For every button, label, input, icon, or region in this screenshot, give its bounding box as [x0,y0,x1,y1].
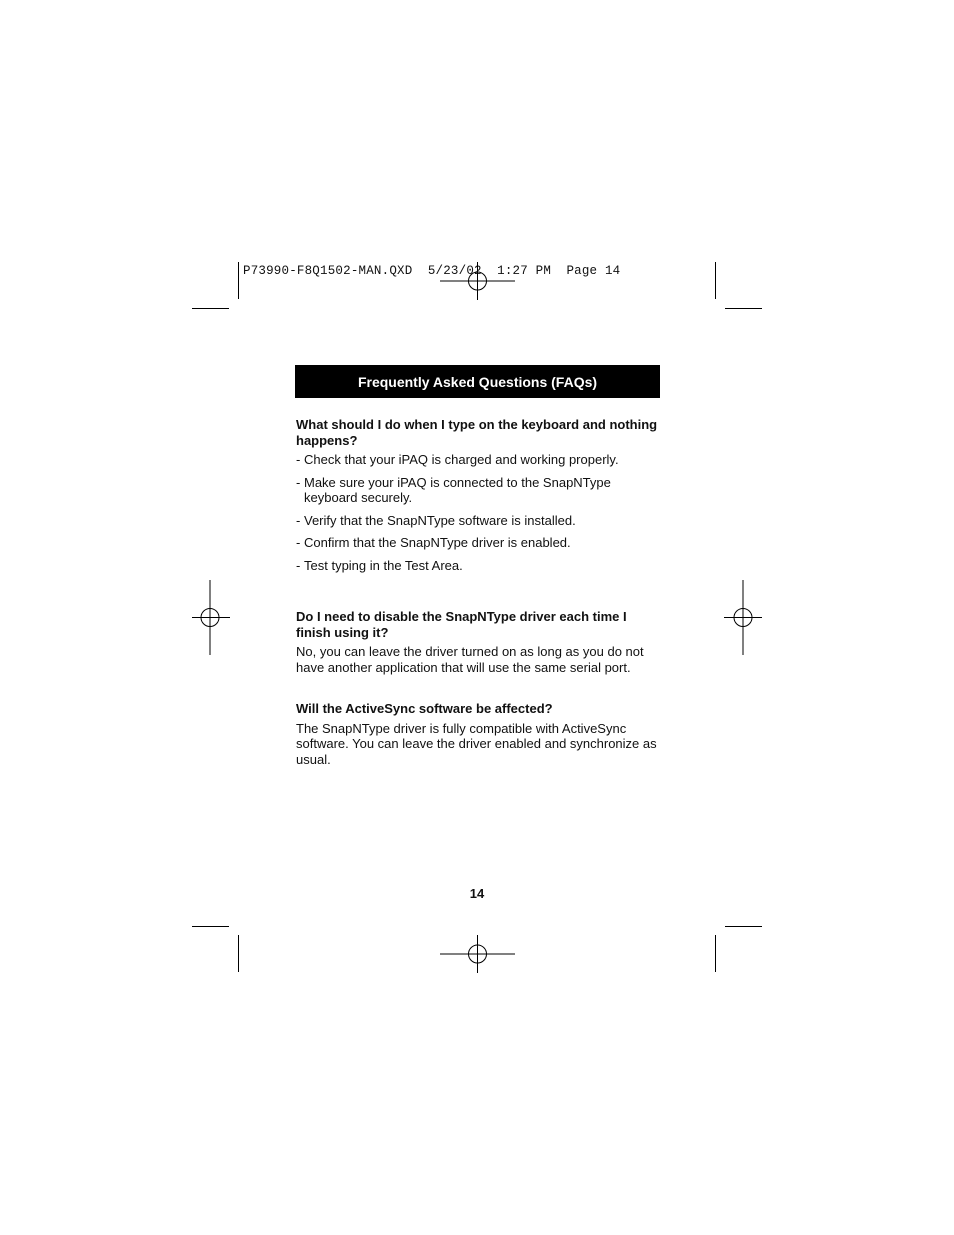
printer-slug: P73990-F8Q1502-MAN.QXD 5/23/02 1:27 PM Page 14 [243,264,621,278]
page-number: 14 [469,886,485,901]
faq-answer: The SnapNType driver is fully compatible with ActiveSync software. You can leave the driver enabled and synchronize as usual. [296,720,657,767]
faq-item [296,609,658,675]
registration-mark-right-icon [724,580,762,655]
faq-question: What should I do when I type on the keyboard and nothing happens? [296,417,658,448]
faq-question: Will the ActiveSync software be affected? [296,701,553,716]
crop-mark-bottom-left-vertical [238,935,239,972]
faq-answer: No, you can leave the driver turned on as long as you do not have another application that will use the same serial port. [296,644,644,675]
list-item: - Check that your iPAQ is charged and working properly. [296,452,619,467]
faq-bullet-list [296,452,658,573]
crop-mark-bottom-right-vertical [715,935,716,972]
faq-question: Do I need to disable the SnapNType driver each time I finish using it? [296,609,627,640]
list-item: - Verify that the SnapNType software is installed. [296,512,576,528]
registration-mark-top-icon [440,262,515,300]
section-title: Frequently Asked Questions (FAQs) [357,373,598,390]
list-item: - Confirm that the SnapNType driver is enabled. [296,535,571,550]
section-header [295,365,660,398]
faq-item [296,701,658,767]
crop-mark-bottom-left-horizontal [192,926,229,927]
crop-mark-top-right-vertical [715,262,716,299]
crop-mark-top-left-horizontal [192,308,229,309]
crop-mark-bottom-right-horizontal [725,926,762,927]
crop-mark-top-right-horizontal [725,308,762,309]
registration-mark-left-icon [192,580,230,655]
crop-mark-top-left-vertical [238,262,239,299]
registration-mark-bottom-icon [440,935,515,973]
faq-item [296,417,658,573]
faq-content [296,417,658,767]
list-item: - Test typing in the Test Area. [296,557,463,573]
list-item: - Make sure your iPAQ is connected to the SnapNType keyboard securely. [296,474,611,505]
